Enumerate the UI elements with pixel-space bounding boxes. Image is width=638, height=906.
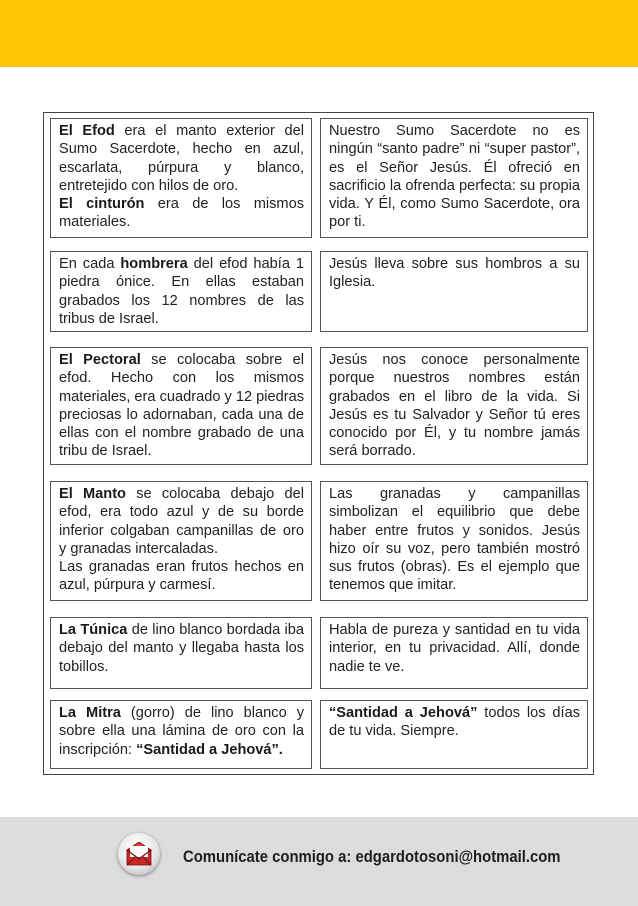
- body-text: Jesús nos conoce personalmente porque nuestros nombres están grabados en el libro de la vida. Si Jesús es tu Salvador y Señor tú eres conocido por Él, y tu nombre jamás será borrado.: [329, 352, 580, 460]
- cell-hombrera: [50, 251, 312, 332]
- cell-santidad: [320, 700, 588, 769]
- cell-granadas: [320, 481, 588, 601]
- cell-efod: [50, 118, 312, 238]
- cell-libro-de-la-vida: [320, 347, 588, 465]
- cell-hombros: [320, 251, 588, 332]
- top-accent-band: [0, 0, 638, 67]
- bold-term: El Pectoral: [59, 352, 141, 368]
- bold-term: hombrera: [120, 256, 188, 272]
- body-text: (gorro) de lino blanco y sobre ella una lámina de oro con la inscripción:: [59, 705, 304, 758]
- cell-tunica: [50, 617, 312, 689]
- bold-term: “Santidad a Jehová”.: [136, 741, 283, 758]
- body-text: del efod había 1 piedra ónice. En ellas estaban grabados los 12 nombres de las tribus de Israel.: [59, 256, 304, 327]
- body-text: Habla de pureza y santidad en tu vida interior, en tu privacidad. Allí, donde nadie te ve.: [329, 622, 580, 675]
- cell-manto: [50, 481, 312, 601]
- contact-email-text[interactable]: Comunícate conmigo a: edgardotosoni@hotmail.com: [183, 848, 561, 866]
- body-text: se colocaba debajo del efod, era todo azul y de su borde inferior colgaban campanillas de oro y granadas intercaladas.: [59, 486, 304, 557]
- body-text: se colocaba sobre el efod. Hecho con los mismos materiales, era cuadrado y 12 piedras preciosas lo adornaban, cada una de ellas con el nombre grabado de una tribu de Israel.: [59, 352, 304, 460]
- bold-term: “Santidad a Jehová”: [329, 705, 478, 721]
- email-icon[interactable]: [118, 833, 160, 875]
- body-text: de lino blanco bordada iba debajo del manto y llegaba hasta los tobillos.: [59, 622, 304, 675]
- body-text: Jesús lleva sobre sus hombros a su Iglesia.: [329, 256, 580, 291]
- cell-pectoral: [50, 347, 312, 465]
- body-text: En cada: [59, 256, 121, 272]
- bold-term: El cinturón: [59, 196, 145, 213]
- body-text: Las granadas eran frutos hechos en azul, púrpura y carmesí.: [59, 559, 304, 594]
- bold-term: El Manto: [59, 486, 126, 502]
- body-text: todos los días de tu vida. Siempre.: [329, 705, 580, 740]
- bold-term: El Efod: [59, 123, 115, 139]
- bold-term: La Túnica: [59, 622, 128, 638]
- body-text: Nuestro Sumo Sacerdote no es ningún “santo padre” ni “super pastor”, es el Señor Jesús. Él ofreció en sacrificio la ofrenda perfecta: su propia vida. Y Él, como Sumo Sacerdote, ora por ti.: [329, 123, 580, 231]
- body-text: era de los mismos materiales.: [59, 196, 304, 231]
- cell-sumo-sacerdote: [320, 118, 588, 238]
- body-text: era el manto exterior del Sumo Sacerdote, hecho en azul, escarlata, púrpura y blanco, entretejido con hilos de oro.: [59, 123, 304, 194]
- cell-pureza: [320, 617, 588, 689]
- cell-mitra: [50, 700, 312, 769]
- body-text: Las granadas y campanillas simbolizan el equilibrio que debe haber entre frutos y sonidos. Jesús hizo oír su voz, pero también mostró sus frutos (obras). Es el ejemplo que tenemos que imitar.: [329, 486, 580, 594]
- bold-term: La Mitra: [59, 705, 121, 721]
